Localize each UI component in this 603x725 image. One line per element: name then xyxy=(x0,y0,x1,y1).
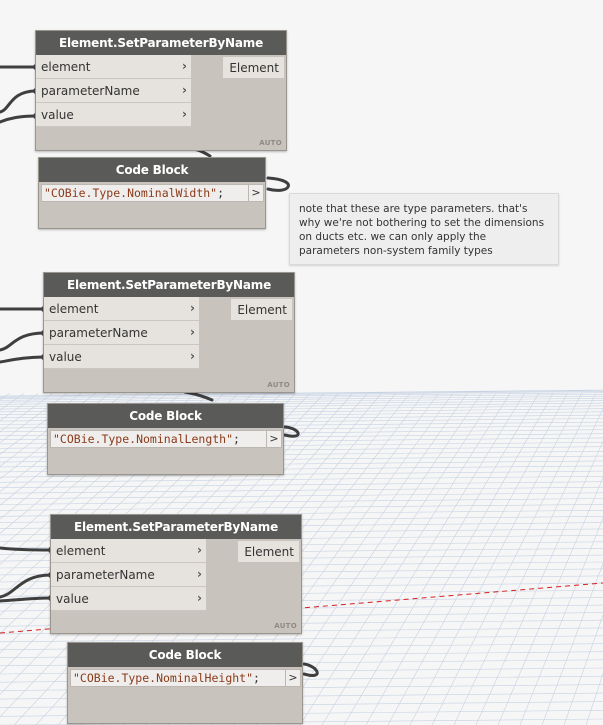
port-label: parameterName xyxy=(49,325,148,340)
code-block-title[interactable]: Code Block xyxy=(68,643,302,667)
port-label: element xyxy=(41,59,91,74)
note-annotation[interactable]: note that these are type parameters. that's why we're not bothering to set the dimensions on ducts etc. we can only apply the parameters non-system family types xyxy=(289,193,559,265)
output-port[interactable]: > xyxy=(286,669,301,687)
code-line xyxy=(41,184,264,202)
output-port[interactable]: > xyxy=(249,184,264,202)
input-port-value[interactable] xyxy=(36,103,191,127)
node-title[interactable]: Element.SetParameterByName xyxy=(36,31,286,55)
output-port-element[interactable]: Element xyxy=(231,299,292,320)
semicolon: ; xyxy=(253,671,260,685)
code-input[interactable] xyxy=(50,430,267,448)
chevron-right-icon: › xyxy=(182,107,187,121)
code-block-node-3[interactable] xyxy=(67,642,303,724)
port-label: element xyxy=(49,301,99,316)
string-literal: "COBie.Type.NominalWidth" xyxy=(44,186,218,200)
chevron-right-icon: › xyxy=(190,325,195,339)
set-parameter-node-2[interactable] xyxy=(43,272,295,393)
string-literal: "COBie.Type.NominalLength" xyxy=(53,432,234,446)
port-label: value xyxy=(41,107,74,122)
input-port-parametername[interactable] xyxy=(36,79,191,103)
lacing-badge[interactable]: AUTO xyxy=(267,381,290,389)
code-block-title[interactable]: Code Block xyxy=(48,404,283,428)
input-port-value[interactable] xyxy=(44,345,199,369)
input-port-parametername[interactable] xyxy=(51,563,206,587)
port-label: parameterName xyxy=(41,83,140,98)
code-line xyxy=(50,430,282,448)
semicolon: ; xyxy=(217,186,225,200)
chevron-right-icon: › xyxy=(190,301,195,315)
input-port-element[interactable] xyxy=(51,539,206,563)
input-port-element[interactable] xyxy=(44,297,199,321)
node-body xyxy=(36,55,286,127)
lacing-badge[interactable]: AUTO xyxy=(274,622,297,630)
code-block-title[interactable]: Code Block xyxy=(39,158,265,182)
output-port-element[interactable]: Element xyxy=(223,57,284,78)
code-input[interactable] xyxy=(41,184,249,202)
set-parameter-node-1[interactable] xyxy=(35,30,287,151)
node-title[interactable]: Element.SetParameterByName xyxy=(44,273,294,297)
chevron-right-icon: › xyxy=(182,59,187,73)
input-port-element[interactable] xyxy=(36,55,191,79)
lacing-badge[interactable]: AUTO xyxy=(259,139,282,147)
code-line xyxy=(70,669,301,687)
port-label: value xyxy=(49,349,82,364)
input-port-value[interactable] xyxy=(51,587,206,611)
output-port[interactable]: > xyxy=(267,430,282,448)
port-label: parameterName xyxy=(56,567,155,582)
semicolon: ; xyxy=(233,432,240,446)
string-literal: "COBie.Type.NominalHeight" xyxy=(73,671,254,685)
chevron-right-icon: › xyxy=(182,83,187,97)
chevron-right-icon: › xyxy=(197,591,202,605)
code-block-node-2[interactable] xyxy=(47,403,284,475)
port-label: element xyxy=(56,543,106,558)
node-body xyxy=(44,297,294,369)
code-block-node-1[interactable] xyxy=(38,157,266,229)
chevron-right-icon: › xyxy=(197,567,202,581)
chevron-right-icon: › xyxy=(190,349,195,363)
port-label: value xyxy=(56,591,89,606)
code-input[interactable] xyxy=(70,669,286,687)
set-parameter-node-3[interactable] xyxy=(50,514,302,634)
node-body xyxy=(51,539,301,611)
output-port-element[interactable]: Element xyxy=(238,541,299,562)
input-port-parametername[interactable] xyxy=(44,321,199,345)
chevron-right-icon: › xyxy=(197,543,202,557)
node-title[interactable]: Element.SetParameterByName xyxy=(51,515,301,539)
